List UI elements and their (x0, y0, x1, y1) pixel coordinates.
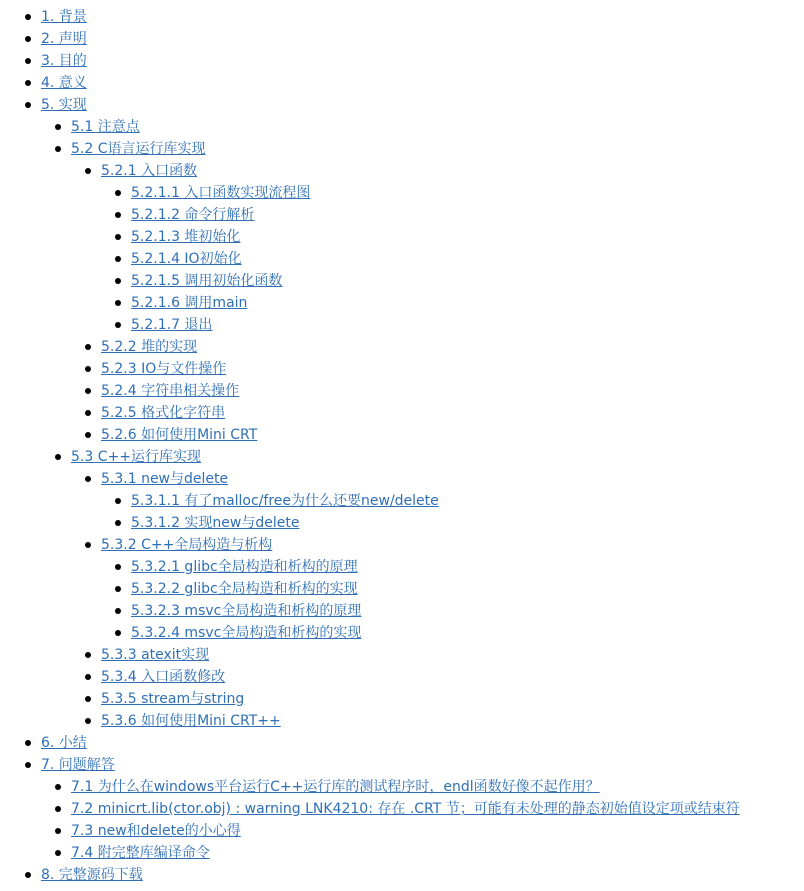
toc-link[interactable]: 5.3.2.3 msvc全局构造和析构的原理 (131, 603, 362, 619)
bullet-icon (115, 212, 121, 218)
toc-link[interactable]: 1. 背景 (41, 9, 87, 25)
toc-item (0, 622, 804, 644)
toc-item (0, 182, 804, 204)
toc-item (0, 424, 804, 446)
bullet-icon (25, 36, 31, 42)
bullet-icon (25, 58, 31, 64)
bullet-icon (115, 234, 121, 240)
bullet-icon (115, 190, 121, 196)
bullet-icon (55, 146, 61, 152)
bullet-icon (55, 124, 61, 130)
toc-link[interactable]: 5.3.1.2 实现new与delete (131, 515, 300, 531)
toc-link[interactable]: 3. 目的 (41, 53, 87, 69)
toc-item (0, 666, 804, 688)
toc-link[interactable]: 4. 意义 (41, 75, 87, 91)
bullet-icon (25, 762, 31, 768)
bullet-icon (115, 256, 121, 262)
toc-link[interactable]: 2. 声明 (41, 31, 87, 47)
toc-link[interactable]: 5.2.1 入口函数 (101, 163, 198, 179)
toc-item (0, 358, 804, 380)
toc-link[interactable]: 7.2 minicrt.lib(ctor.obj) : warning LNK4210: 存在 .CRT 节；可能有未处理的静态初始值设定项或结束符 (71, 801, 740, 817)
toc-item (0, 248, 804, 270)
toc-item (0, 864, 804, 886)
toc-link[interactable]: 5.2.1.1 入口函数实现流程图 (131, 185, 311, 201)
bullet-icon (85, 410, 91, 416)
toc-item (0, 336, 804, 358)
bullet-icon (85, 366, 91, 372)
toc-link[interactable]: 5.3.2 C++全局构造与析构 (101, 537, 273, 553)
bullet-icon (25, 14, 31, 20)
toc-link[interactable]: 5.3.4 入口函数修改 (101, 669, 226, 685)
toc-item (0, 28, 804, 50)
bullet-icon (115, 586, 121, 592)
toc-item (0, 72, 804, 94)
toc-item (0, 490, 804, 512)
toc-item (0, 402, 804, 424)
toc-item (0, 446, 804, 468)
toc-link[interactable]: 5.2 C语言运行库实现 (71, 141, 206, 157)
bullet-icon (85, 168, 91, 174)
toc-link[interactable]: 5. 实现 (41, 97, 87, 113)
toc-link[interactable]: 7.1 为什么在windows平台运行C++运行库的测试程序时，endl函数好像不起作用？ (71, 779, 600, 795)
toc-link[interactable]: 5.3.2.2 glibc全局构造和析构的实现 (131, 581, 358, 597)
toc-item (0, 556, 804, 578)
toc-link[interactable]: 5.2.1.7 退出 (131, 317, 213, 333)
toc-link[interactable]: 5.1 注意点 (71, 119, 140, 135)
toc-item (0, 204, 804, 226)
toc-link[interactable]: 5.2.1.3 堆初始化 (131, 229, 241, 245)
toc-item (0, 644, 804, 666)
toc-item (0, 314, 804, 336)
toc-item (0, 512, 804, 534)
toc-item (0, 776, 804, 798)
bullet-icon (25, 872, 31, 878)
toc-link[interactable]: 5.3 C++运行库实现 (71, 449, 201, 465)
toc-item (0, 798, 804, 820)
bullet-icon (115, 278, 121, 284)
bullet-icon (55, 784, 61, 790)
toc-link[interactable]: 5.2.1.4 IO初始化 (131, 251, 242, 267)
bullet-icon (85, 674, 91, 680)
toc-link[interactable]: 5.2.1.5 调用初始化函数 (131, 273, 283, 289)
toc-item (0, 50, 804, 72)
toc-link[interactable]: 5.3.2.1 glibc全局构造和析构的原理 (131, 559, 358, 575)
bullet-icon (55, 454, 61, 460)
bullet-icon (85, 432, 91, 438)
toc-link[interactable]: 7. 问题解答 (41, 757, 115, 773)
toc-link[interactable]: 7.4 附完整库编译命令 (71, 845, 210, 861)
toc-link[interactable]: 5.2.3 IO与文件操作 (101, 361, 227, 377)
bullet-icon (85, 476, 91, 482)
toc-link[interactable]: 5.3.1.1 有了malloc/free为什么还要new/delete (131, 493, 439, 509)
bullet-icon (115, 608, 121, 614)
toc-item (0, 292, 804, 314)
bullet-icon (115, 322, 121, 328)
bullet-icon (85, 344, 91, 350)
toc-item (0, 116, 804, 138)
toc-item (0, 468, 804, 490)
toc-item (0, 6, 804, 28)
toc-item (0, 732, 804, 754)
toc-link[interactable]: 8. 完整源码下载 (41, 867, 143, 883)
bullet-icon (85, 652, 91, 658)
bullet-icon (85, 718, 91, 724)
toc-link[interactable]: 5.2.6 如何使用Mini CRT (101, 427, 258, 443)
bullet-icon (115, 630, 121, 636)
toc-link[interactable]: 5.2.1.6 调用main (131, 295, 248, 311)
bullet-icon (55, 828, 61, 834)
toc-link[interactable]: 5.2.5 格式化字符串 (101, 405, 226, 421)
toc-link[interactable]: 5.2.1.2 命令行解析 (131, 207, 255, 223)
toc-item (0, 534, 804, 556)
toc-item (0, 600, 804, 622)
bullet-icon (55, 806, 61, 812)
toc-item (0, 380, 804, 402)
toc-item (0, 226, 804, 248)
bullet-icon (85, 542, 91, 548)
toc-item (0, 842, 804, 864)
bullet-icon (25, 80, 31, 86)
toc-link[interactable]: 5.3.6 如何使用Mini CRT++ (101, 713, 281, 729)
toc-link[interactable]: 5.3.5 stream与string (101, 691, 245, 707)
toc-link[interactable]: 7.3 new和delete的小心得 (71, 823, 241, 839)
bullet-icon (115, 564, 121, 570)
bullet-icon (55, 850, 61, 856)
toc-link[interactable]: 5.2.2 堆的实现 (101, 339, 198, 355)
toc-item (0, 754, 804, 776)
toc-link[interactable]: 5.3.1 new与delete (101, 471, 229, 487)
bullet-icon (85, 696, 91, 702)
toc-item (0, 710, 804, 732)
bullet-icon (25, 740, 31, 746)
bullet-icon (115, 520, 121, 526)
toc-item (0, 270, 804, 292)
toc-item (0, 138, 804, 160)
bullet-icon (115, 498, 121, 504)
bullet-icon (85, 388, 91, 394)
toc-link[interactable]: 5.2.4 字符串相关操作 (101, 383, 240, 399)
toc-item (0, 820, 804, 842)
toc-item (0, 160, 804, 182)
toc-link[interactable]: 5.3.2.4 msvc全局构造和析构的实现 (131, 625, 362, 641)
toc-item (0, 688, 804, 710)
bullet-icon (25, 102, 31, 108)
toc-item (0, 578, 804, 600)
toc-link[interactable]: 5.3.3 atexit实现 (101, 647, 210, 663)
toc-link[interactable]: 6. 小结 (41, 735, 87, 751)
bullet-icon (115, 300, 121, 306)
toc-item (0, 94, 804, 116)
